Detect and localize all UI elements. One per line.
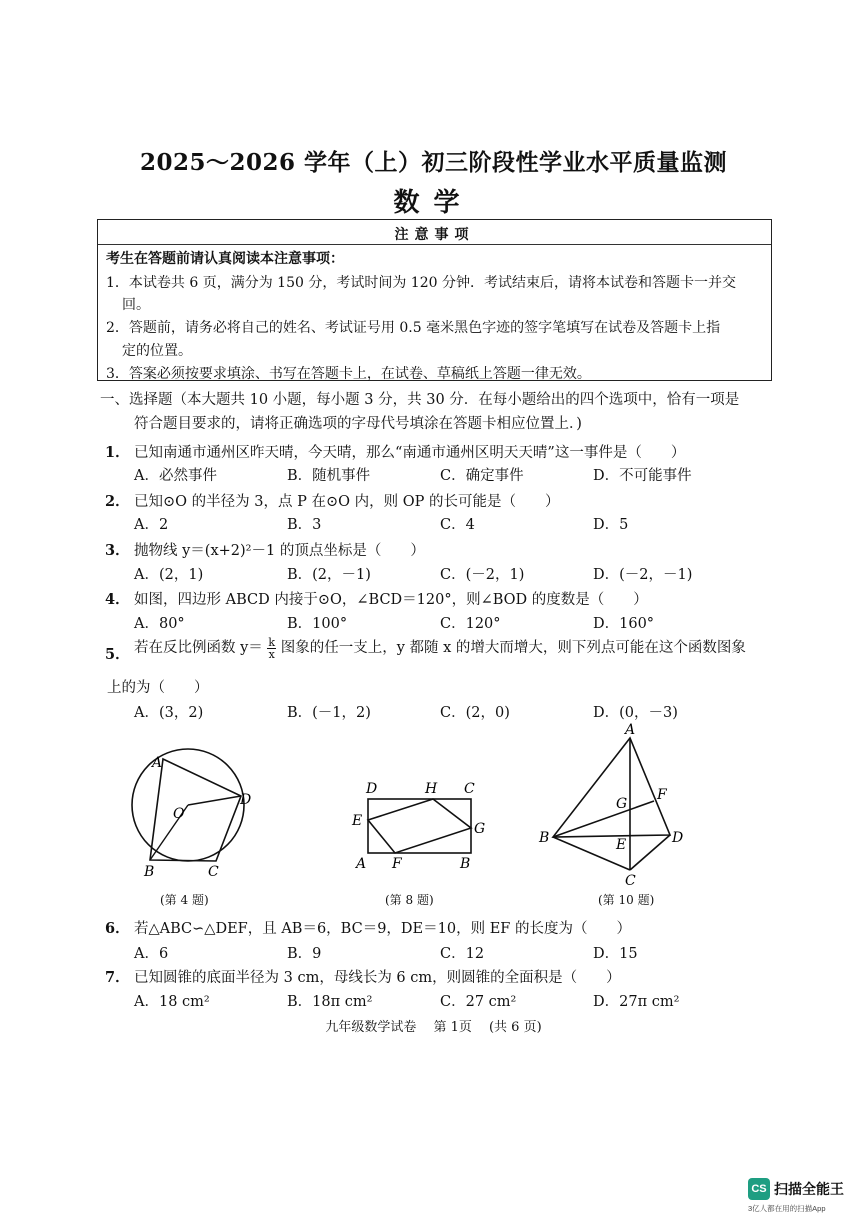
point-label: G	[474, 821, 486, 837]
option-c: C．4	[440, 517, 475, 533]
option-d: D．27π cm²	[593, 994, 680, 1010]
option-c: C．27 cm²	[440, 994, 517, 1010]
fraction-numerator: k	[268, 635, 276, 649]
page-footer: 九年级数学试卷 第 1页 (共 6 页)	[325, 1020, 542, 1035]
figure-8	[351, 781, 485, 872]
notice-intro: 考生在答题前请认真阅读本注意事项：	[106, 251, 344, 267]
option-c: C．(2，0)	[440, 705, 510, 721]
point-label: O	[173, 806, 185, 822]
question-number: 5．	[105, 646, 130, 663]
option-d: D．不可能事件	[593, 468, 692, 484]
section-heading-line2: 符合题目要求的，请将正确选项的字母代号填涂在答题卡相应位置上．)	[134, 416, 582, 432]
question-text: 抛物线 y＝(x+2)²－1 的顶点坐标是（ ）	[134, 543, 425, 559]
point-label: D	[240, 792, 252, 808]
question-text: 已知⊙O 的半径为 3，点 P 在⊙O 内，则 OP 的长可能是（ ）	[134, 494, 560, 510]
option-c: C．12	[440, 946, 485, 962]
option-b: B．(2，－1)	[287, 567, 371, 583]
point-label: C	[208, 864, 219, 880]
question-number: 3．	[105, 542, 130, 559]
triangle-abd	[553, 738, 670, 837]
notice-item: 定的位置。	[122, 343, 192, 359]
point-label: H	[425, 781, 438, 797]
figures-row	[100, 720, 780, 910]
notice-item: 3．答案必须按要求填涂、书写在答题卡上，在试卷、草稿纸上答题一律无效。	[106, 366, 591, 382]
figure-10	[538, 722, 683, 889]
option-a: A．(2，1)	[134, 567, 204, 583]
option-a: A．80°	[134, 616, 185, 632]
option-d: D．(－2，－1)	[593, 567, 693, 583]
question-number: 4．	[105, 591, 130, 608]
option-a: A．必然事件	[134, 468, 217, 484]
question-text: 已知圆锥的底面半径为 3 cm，母线长为 6 cm，则圆锥的全面积是（ ）	[134, 970, 621, 986]
point-label: B	[460, 856, 471, 872]
option-a: A．2	[134, 517, 169, 533]
question-number: 1．	[105, 444, 130, 461]
point-label: B	[539, 830, 550, 846]
option-a: A．18 cm²	[134, 994, 210, 1010]
question-text: 已知南通市通州区昨天晴，今天晴，那么“南通市通州区明天天晴”这一事件是（ ）	[134, 445, 686, 461]
question-number: 7．	[105, 969, 130, 986]
point-label: C	[464, 781, 475, 797]
point-label: D	[366, 781, 378, 797]
watermark-name: 扫描全能王	[774, 1181, 844, 1197]
exam-title: 2025～2026 学年（上）初三阶段性学业水平质量监测	[139, 149, 728, 176]
option-c: C．(－2，1)	[440, 567, 525, 583]
option-d: D．(0，－3)	[593, 705, 678, 721]
question-number: 2．	[105, 493, 130, 510]
question-text: 如图，四边形 ABCD 内接于⊙O，∠BCD＝120°，则∠BOD 的度数是（ ）	[134, 592, 648, 608]
option-b: B．随机事件	[287, 468, 371, 484]
question-text: 若△ABC∽△DEF，且 AB＝6，BC＝9，DE＝10，则 EF 的长度为（ ）	[134, 921, 631, 937]
fraction-denominator: x	[268, 647, 275, 661]
point-label: F	[392, 856, 402, 872]
option-b: B．3	[287, 517, 322, 533]
question-number: 6．	[105, 920, 130, 937]
figure-4	[132, 749, 251, 880]
section-heading-line1: 一、选择题（本大题共 10 小题，每小题 3 分，共 30 分．在每小题给出的四个选项中，恰有一项是	[100, 392, 740, 408]
fraction-k-over-x	[267, 637, 276, 660]
figure-caption: (第 10 题)	[598, 893, 655, 907]
notice-item: 1．本试卷共 6 页，满分为 150 分，考试时间为 120 分钟．考试结束后，请将本试卷和答题卡一并交	[106, 275, 736, 291]
cs-logo-icon: CS	[748, 1178, 770, 1200]
point-label: E	[616, 837, 627, 853]
point-label: G	[616, 796, 628, 812]
option-b: B．100°	[287, 616, 348, 632]
point-label: F	[657, 787, 667, 803]
point-label: A	[625, 722, 636, 738]
option-b: B．(－1，2)	[287, 705, 371, 721]
segment-dc	[630, 835, 670, 870]
option-d: D．5	[593, 517, 629, 533]
notice-item: 2．答题前，请务必将自己的姓名、考试证号用 0.5 毫米黑色字迹的签字笔填写在试卷及答题卡上指	[106, 320, 721, 336]
point-label: D	[672, 830, 684, 846]
notice-item: 回。	[122, 297, 150, 313]
notice-box	[97, 219, 772, 381]
question-text-part: 图象的任一支上，y 都随 x 的增大而增大，则下列点可能在这个函数图象	[280, 640, 746, 656]
figure-caption: (第 4 题)	[160, 893, 209, 907]
point-label: B	[144, 864, 155, 880]
question-text-part: 若在反比例函数 y＝	[134, 640, 263, 656]
question-text-cont: 上的为（ ）	[107, 680, 209, 696]
notice-title: 注意事项	[394, 227, 475, 243]
option-d: D．160°	[593, 616, 655, 632]
option-d: D．15	[593, 946, 638, 962]
point-label: C	[625, 873, 636, 889]
watermark-subtitle: 3亿人都在用的扫描App	[748, 1204, 826, 1213]
option-a: A．6	[134, 946, 169, 962]
option-c: C．120°	[440, 616, 501, 632]
point-label: A	[356, 856, 367, 872]
segment-od	[188, 796, 241, 805]
option-b: B．9	[287, 946, 322, 962]
question-text	[134, 636, 746, 660]
option-c: C．确定事件	[440, 468, 524, 484]
point-label: E	[352, 813, 363, 829]
quad-ehgf	[368, 799, 471, 853]
option-b: B．18π cm²	[287, 994, 373, 1010]
notice-divider	[98, 244, 771, 245]
figure-caption: (第 8 题)	[385, 893, 434, 907]
subject-title: 数学	[393, 188, 474, 218]
option-a: A．(3，2)	[134, 705, 204, 721]
point-label: A	[152, 755, 163, 771]
segment-bf	[553, 801, 654, 837]
